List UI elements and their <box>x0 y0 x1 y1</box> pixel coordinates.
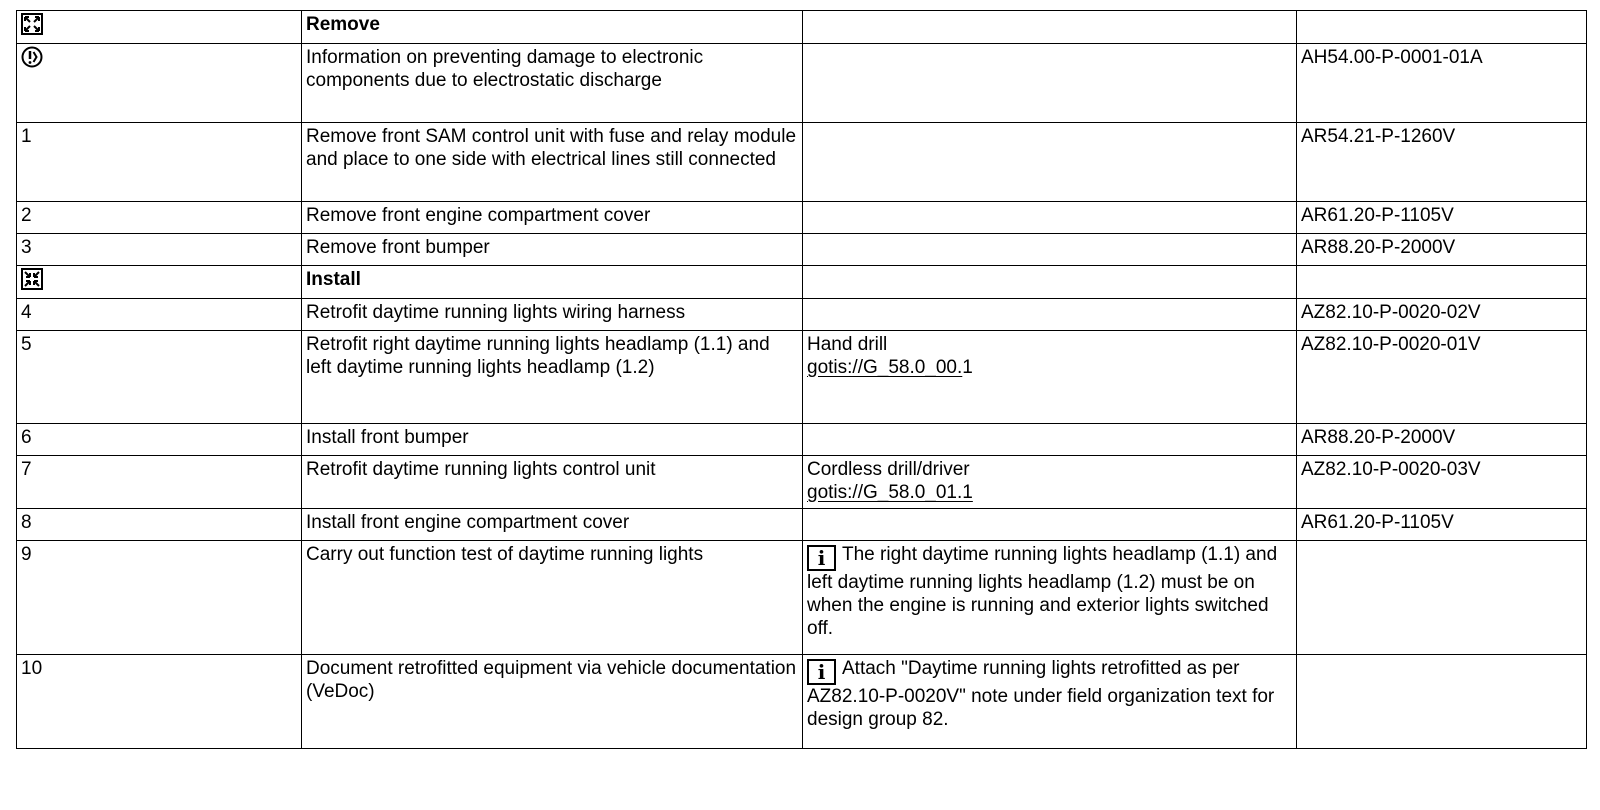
step-text: Carry out function test of daytime running lights <box>302 541 803 655</box>
step-cell <box>17 11 302 44</box>
step-number: 8 <box>17 509 302 541</box>
remove-icon <box>21 13 43 35</box>
step-text: Install <box>302 266 803 299</box>
tool-name: Hand drill <box>807 334 888 355</box>
step-number: 2 <box>17 202 302 234</box>
install-icon <box>21 268 43 290</box>
table-row <box>17 541 1587 655</box>
table-row <box>17 509 1587 541</box>
tool-cell <box>803 44 1297 123</box>
reference-cell <box>1297 11 1587 44</box>
step-number: 9 <box>17 541 302 655</box>
tool-name: Cordless drill/driver <box>807 459 970 480</box>
tool-cell <box>803 299 1297 331</box>
step-text: Install front bumper <box>302 424 803 456</box>
tool-link[interactable]: gotis://G_58.0_00. <box>807 357 963 378</box>
esd-warning-icon <box>21 46 43 68</box>
table-row <box>17 234 1587 266</box>
reference-cell: AH54.00-P-0001-01A <box>1297 44 1587 123</box>
table-row <box>17 299 1587 331</box>
tool-cell <box>803 234 1297 266</box>
table-row <box>17 266 1587 299</box>
step-cell <box>17 44 302 123</box>
step-cell <box>17 266 302 299</box>
table-row <box>17 456 1587 509</box>
step-text: Retrofit right daytime running lights headlamp (1.1) and left daytime running lights headlamp (1.2) <box>302 331 803 424</box>
step-text: Remove <box>302 11 803 44</box>
tool-link-line <box>807 356 1292 379</box>
reference-cell: AZ82.10-P-0020-02V <box>1297 299 1587 331</box>
step-text: Retrofit daytime running lights wiring harness <box>302 299 803 331</box>
table-row <box>17 424 1587 456</box>
step-number: 4 <box>17 299 302 331</box>
reference-cell <box>1297 541 1587 655</box>
info-icon: i <box>807 659 836 685</box>
step-text: Remove front bumper <box>302 234 803 266</box>
note-text: The right daytime running lights headlamp (1.1) and left daytime running lights headlamp (1.2) must be on when the engine is running and exterior lights switched off. <box>807 544 1278 639</box>
info-icon: i <box>807 545 836 571</box>
reference-cell: AZ82.10-P-0020-03V <box>1297 456 1587 509</box>
tool-cell <box>803 456 1297 509</box>
step-text: Retrofit daytime running lights control unit <box>302 456 803 509</box>
tool-cell <box>803 509 1297 541</box>
tool-link-suffix: 1 <box>962 357 973 378</box>
procedure-document <box>16 10 1587 749</box>
table-row <box>17 331 1587 424</box>
step-number: 6 <box>17 424 302 456</box>
step-number: 5 <box>17 331 302 424</box>
reference-cell <box>1297 655 1587 749</box>
tool-cell <box>803 202 1297 234</box>
note-cell <box>803 655 1297 749</box>
step-number: 1 <box>17 123 302 202</box>
table-row <box>17 123 1587 202</box>
step-number: 10 <box>17 655 302 749</box>
step-text: Install front engine compartment cover <box>302 509 803 541</box>
tool-cell <box>803 123 1297 202</box>
table-row <box>17 11 1587 44</box>
step-text: Document retrofitted equipment via vehicle documentation (VeDoc) <box>302 655 803 749</box>
note-text: Attach "Daytime running lights retrofitted as per AZ82.10-P-0020V" note under field organization text for design group 82. <box>807 658 1275 730</box>
table-row <box>17 655 1587 749</box>
tool-link-line <box>807 481 1292 504</box>
tool-cell <box>803 331 1297 424</box>
reference-cell: AR54.21-P-1260V <box>1297 123 1587 202</box>
reference-cell: AR61.20-P-1105V <box>1297 509 1587 541</box>
tool-link[interactable]: gotis://G_58.0_01.1 <box>807 482 973 503</box>
reference-cell: AR61.20-P-1105V <box>1297 202 1587 234</box>
reference-cell: AZ82.10-P-0020-01V <box>1297 331 1587 424</box>
step-text: Information on preventing damage to electronic components due to electrostatic discharge <box>302 44 803 123</box>
table-row <box>17 44 1587 123</box>
reference-cell: AR88.20-P-2000V <box>1297 234 1587 266</box>
reference-cell <box>1297 266 1587 299</box>
reference-cell: AR88.20-P-2000V <box>1297 424 1587 456</box>
note-cell <box>803 541 1297 655</box>
step-text: Remove front SAM control unit with fuse and relay module and place to one side with electrical lines still connected <box>302 123 803 202</box>
step-number: 7 <box>17 456 302 509</box>
tool-cell <box>803 424 1297 456</box>
step-text: Remove front engine compartment cover <box>302 202 803 234</box>
tool-cell <box>803 11 1297 44</box>
step-number: 3 <box>17 234 302 266</box>
table-row <box>17 202 1587 234</box>
procedure-table <box>16 10 1587 749</box>
tool-cell <box>803 266 1297 299</box>
